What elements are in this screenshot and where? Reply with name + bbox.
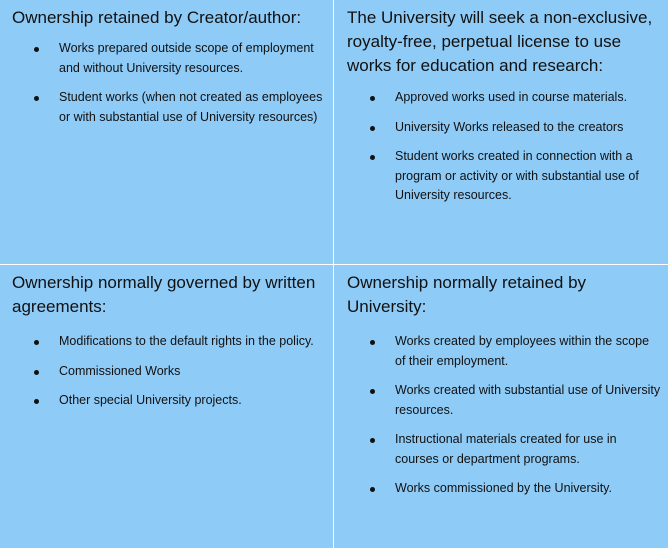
cell-university-ownership bbox=[334, 265, 668, 548]
cell-written-agreements bbox=[0, 265, 334, 548]
cell-title: The University will seek a non-exclusive, royalty-free, perpetual license to use works for education and research: bbox=[347, 8, 653, 75]
list-item bbox=[0, 39, 327, 78]
list-item-text: University Works released to the creators bbox=[395, 119, 624, 134]
bullet-icon bbox=[34, 340, 39, 345]
bullet-icon bbox=[370, 126, 375, 131]
list-item bbox=[334, 332, 662, 371]
list-item bbox=[334, 118, 662, 138]
bullet-icon bbox=[34, 399, 39, 404]
list-item bbox=[334, 479, 662, 499]
list-item bbox=[0, 88, 327, 127]
list-item-text: Student works created in connection with a program or activity or with substantial use of University resources. bbox=[395, 149, 639, 202]
bullet-list bbox=[0, 332, 327, 421]
list-item-text: Works created by employees within the scope of their employment. bbox=[395, 334, 650, 368]
cell-creator-ownership bbox=[0, 0, 334, 265]
bullet-icon bbox=[370, 389, 375, 394]
cell-title: Ownership normally governed by written agreements: bbox=[12, 273, 316, 316]
bullet-icon bbox=[370, 340, 375, 345]
bullet-list bbox=[0, 39, 327, 137]
cell-university-license bbox=[334, 0, 668, 265]
list-item-text: Student works (when not created as employees or with substantial use of University resources) bbox=[59, 90, 323, 124]
list-item-text: Commissioned Works bbox=[59, 363, 181, 378]
list-item bbox=[0, 391, 327, 411]
list-item bbox=[334, 430, 662, 469]
bullet-icon bbox=[370, 438, 375, 443]
list-item-text: Approved works used in course materials. bbox=[395, 90, 628, 104]
bullet-icon bbox=[370, 96, 375, 101]
bullet-icon bbox=[370, 487, 375, 492]
list-item-text: Works created with substantial use of University resources. bbox=[395, 383, 661, 417]
list-item-text: Modifications to the default rights in the policy. bbox=[59, 334, 314, 348]
list-item-text: Instructional materials created for use in courses or department programs. bbox=[395, 432, 617, 466]
list-item bbox=[334, 147, 662, 206]
bullet-list bbox=[334, 88, 662, 216]
list-item bbox=[334, 88, 662, 108]
cell-title: Ownership retained by Creator/author: bbox=[12, 8, 302, 27]
bullet-icon bbox=[34, 96, 39, 101]
list-item bbox=[334, 381, 662, 420]
list-item-text: Other special University projects. bbox=[59, 393, 242, 407]
list-item-text: Works prepared outside scope of employment and without University resources. bbox=[59, 41, 314, 75]
bullet-icon bbox=[34, 47, 39, 52]
cell-title: Ownership normally retained by University: bbox=[347, 273, 587, 316]
list-item-text: Works commissioned by the University. bbox=[395, 481, 612, 495]
bullet-list bbox=[334, 332, 662, 509]
bullet-icon bbox=[370, 155, 375, 160]
list-item bbox=[0, 332, 327, 352]
bullet-icon bbox=[34, 370, 39, 375]
list-item bbox=[0, 362, 327, 382]
